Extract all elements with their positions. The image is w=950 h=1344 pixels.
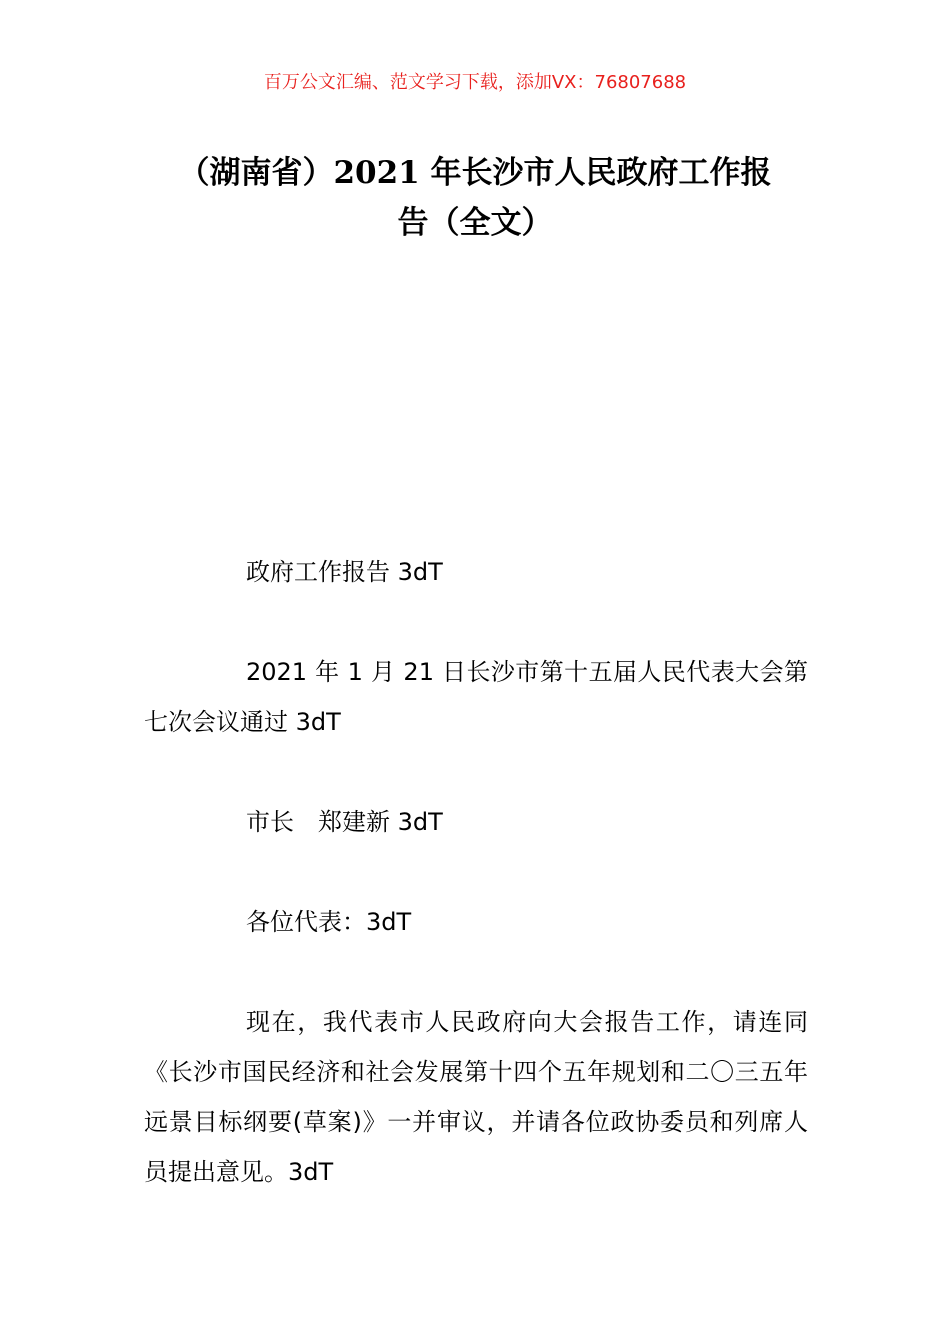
document-title-line-1: （湖南省）2021 年长沙市人民政府工作报 (178, 155, 772, 191)
watermark-header-note: 百万公文汇编、范文学习下载，添加VX：76807688 (263, 72, 687, 93)
paragraph-mayor (144, 797, 808, 847)
paragraph-opening: 现在，我代表市人民政府向大会报告工作，请连同《长沙市国民经济和社会发展第十四个五年规划和二〇三五年远景目标纲要(草案)》一并审议，并请各位政协委员和列席人员提出意见。3dT (144, 1008, 808, 1186)
document-body (144, 547, 808, 1197)
paragraph-salutation: 各位代表：3dT (246, 908, 412, 936)
mayor-role: 市长 (246, 808, 294, 836)
document-title (140, 148, 810, 248)
paragraph-report-heading: 政府工作报告 3dT (246, 558, 443, 586)
paragraph-adoption-note: 2021 年 1 月 21 日长沙市第十五届人民代表大会第七次会议通过 3dT (144, 658, 808, 736)
document-title-line-2: 告（全文） (397, 205, 553, 241)
mayor-name: 郑建新 3dT (318, 808, 443, 836)
